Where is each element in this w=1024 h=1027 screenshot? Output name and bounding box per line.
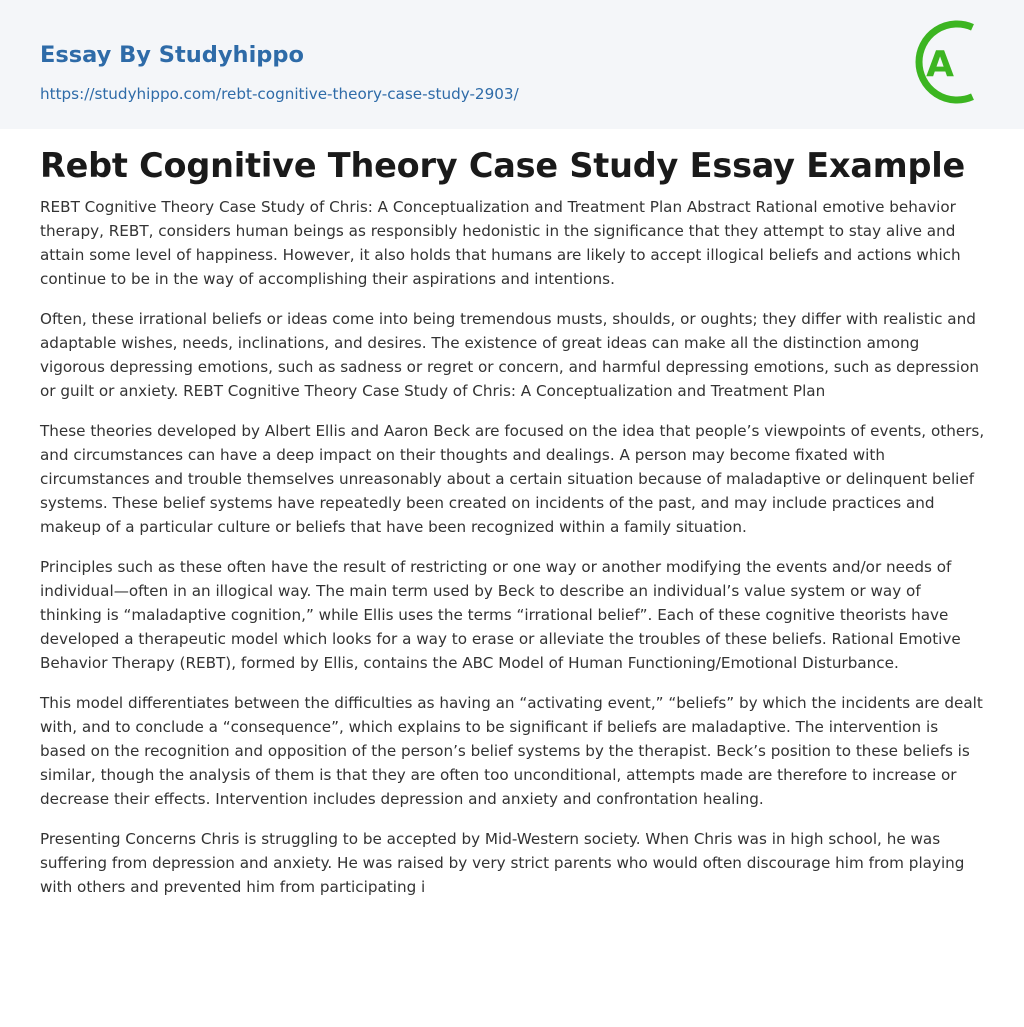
article-paragraph: REBT Cognitive Theory Case Study of Chris: A Conceptualization and Treatment Plan Abstract Rational emotive behavior therapy, REBT, considers human beings as responsibly hedonistic in the significance that they attempt to stay alive and attain some level of happiness. However, it also holds that humans are likely to accept illogical beliefs and actions which continue to be in the way of accomplishing their aspirations and intentions. bbox=[40, 198, 961, 288]
article-title: Rebt Cognitive Theory Case Study Essay Example bbox=[40, 146, 966, 185]
logo-letter: A bbox=[926, 44, 954, 85]
article-paragraph: Principles such as these often have the result of restricting or one way or another modifying the events and/or needs of individual—often in an illogical way. The main term used by Beck to describe an individual’s value system or way of thinking is “maladaptive cognition,” while Ellis uses the terms “irrational belief”. Each of these cognitive theorists have developed a therapeutic model which looks for a way to erase or alleviate the troubles of these beliefs. Rational Emotive Behavior Therapy (REBT), formed by Ellis, contains the ABC Model of Human Functioning/Emotional Disturbance. bbox=[40, 558, 961, 672]
article-body bbox=[40, 195, 986, 915]
studyhippo-logo-icon[interactable] bbox=[906, 19, 988, 105]
source-url-link[interactable]: https://studyhippo.com/rebt-cognitive-theory-case-study-2903/ bbox=[40, 85, 519, 103]
article-paragraph: This model differentiates between the difficulties as having an “activating event,” “beliefs” by which the incidents are dealt with, and to conclude a “consequence”, which explains to be significant if beliefs are maladaptive. The intervention is based on the recognition and opposition of the person’s belief systems by the therapist. Beck’s position to these beliefs is similar, though the analysis of them is that they are often too unconditional, attempts made are therefore to increase or decrease their effects. Intervention includes depression and anxiety and confrontation healing. bbox=[40, 694, 983, 808]
site-header bbox=[0, 0, 1024, 129]
site-brand[interactable]: Essay By Studyhippo bbox=[40, 42, 304, 68]
article-paragraph: Often, these irrational beliefs or ideas come into being tremendous musts, shoulds, or oughts; they differ with realistic and adaptable wishes, needs, inclinations, and desires. The existence of great ideas can make all the distinction among vigorous depressing emotions, such as sadness or regret or concern, and harmful depressing emotions, such as depression or guilt or anxiety. REBT Cognitive Theory Case Study of Chris: A Conceptualization and Treatment Plan bbox=[40, 310, 980, 400]
article-paragraph: These theories developed by Albert Ellis and Aaron Beck are focused on the idea that people’s viewpoints of events, others, and circumstances can have a deep impact on their thoughts and dealings. A person may become fixated with circumstances and trouble themselves unreasonably about a certain situation because of maladaptive or delinquent belief systems. These belief systems have repeatedly been created on incidents of the past, and may include practices and makeup of a particular culture or beliefs that have been recognized within a family situation. bbox=[40, 422, 985, 536]
article-paragraph: Presenting Concerns Chris is struggling to be accepted by Mid-Western society. When Chris was in high school, he was suffering from depression and anxiety. He was raised by very strict parents who would often discourage him from playing with others and prevented him from participating i bbox=[40, 830, 965, 896]
